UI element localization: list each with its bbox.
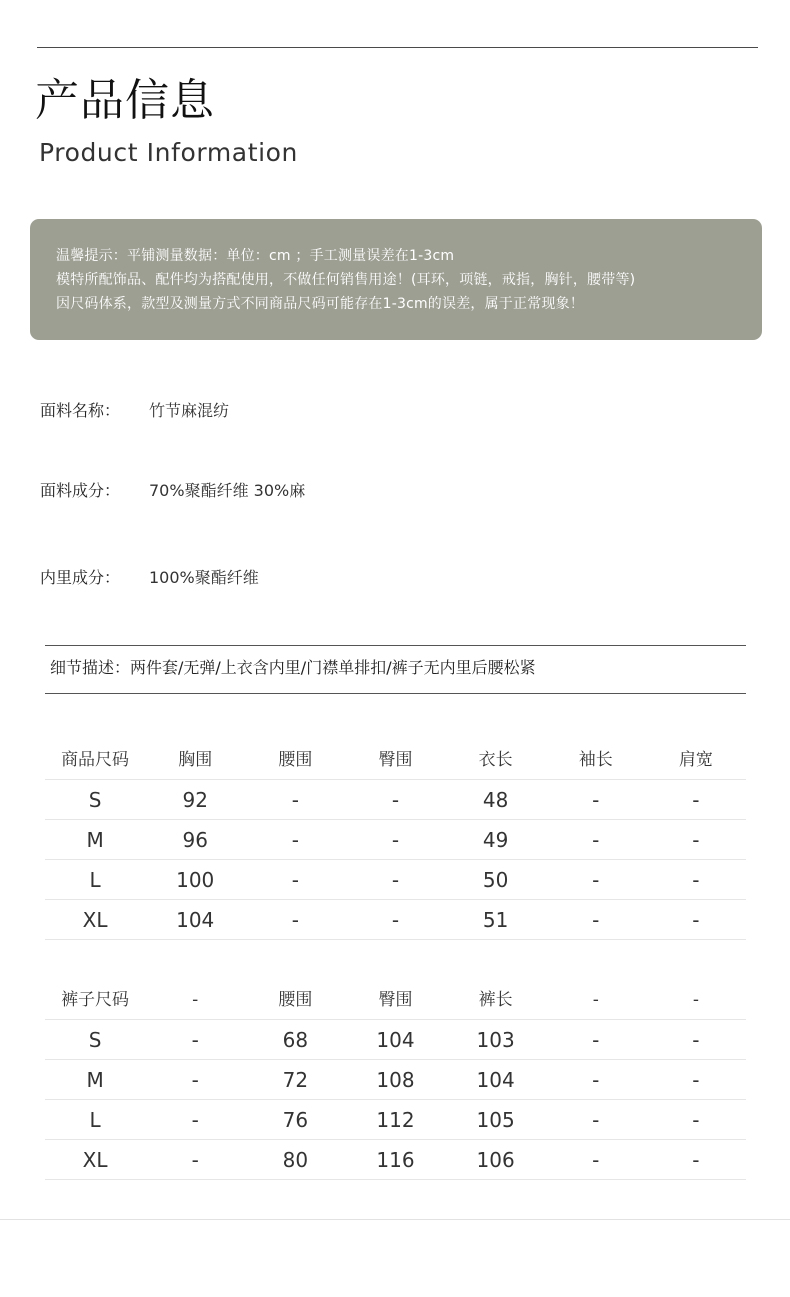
table-row	[45, 860, 746, 900]
table-cell: -	[391, 868, 400, 892]
table-cell: S	[88, 1028, 102, 1052]
table-cell: -	[191, 1028, 199, 1052]
table-row	[45, 1140, 746, 1180]
table-cell: M	[86, 828, 104, 852]
header-cell: 胸围	[178, 750, 213, 770]
table-row	[45, 1100, 746, 1140]
table-cell: -	[291, 788, 299, 812]
table-cell: -	[291, 868, 299, 892]
spec-value: 竹节麻混纺	[149, 401, 230, 420]
table-cell: -	[391, 788, 400, 812]
top-divider	[37, 47, 758, 48]
table-cell: -	[592, 1148, 600, 1172]
spec-lining-composition	[40, 567, 259, 589]
header-cell: 衣长	[478, 750, 513, 770]
table-cell: -	[692, 1108, 700, 1132]
bottom-divider	[0, 1219, 790, 1220]
table-cell: 50	[482, 868, 509, 892]
table-cell: 104	[176, 908, 215, 932]
table-row	[45, 900, 746, 940]
table-cell: 104	[376, 1028, 415, 1052]
pants-size-table	[45, 980, 746, 1180]
table-cell: -	[692, 1028, 700, 1052]
table-cell: 48	[482, 788, 509, 812]
table-cell: XL	[82, 1148, 108, 1172]
table-cell: 51	[482, 908, 509, 932]
table-cell: -	[692, 1148, 700, 1172]
table-cell: -	[191, 1068, 199, 1092]
notice-line: 温馨提示：平铺测量数据：单位：cm ；手工测量误差在1-3cm	[56, 248, 455, 264]
table-cell: 106	[476, 1148, 515, 1172]
spec-label: 内里成分：	[40, 568, 121, 587]
header-cell: 臀围	[378, 990, 413, 1010]
table-cell: -	[592, 1108, 600, 1132]
page-subtitle: Product Information	[39, 138, 298, 167]
spec-value: 100%聚酯纤维	[149, 568, 259, 587]
header-cell: 裤长	[478, 990, 513, 1010]
table-cell: 105	[476, 1108, 515, 1132]
spec-value: 70%聚酯纤维 30%麻	[149, 481, 306, 500]
table-header-row	[45, 740, 746, 780]
spec-label: 面料成分：	[40, 481, 121, 500]
top-size-table	[45, 740, 746, 940]
table-row	[45, 820, 746, 860]
table-cell: -	[692, 908, 700, 932]
table-cell: -	[291, 828, 299, 852]
table-cell: -	[592, 908, 600, 932]
table-cell: -	[592, 788, 600, 812]
detail-divider-top	[45, 645, 746, 646]
table-cell: -	[291, 908, 299, 932]
table-cell: -	[692, 868, 700, 892]
table-cell: L	[89, 868, 101, 892]
detail-divider-bottom	[45, 693, 746, 694]
table-cell: 68	[282, 1028, 309, 1052]
header-cell: 臀围	[378, 750, 413, 770]
table-cell: 103	[476, 1028, 515, 1052]
table-cell: -	[692, 828, 700, 852]
detail-value: 两件套/无弹/上衣含内里/门襟单排扣/裤子无内里后腰松紧	[130, 658, 536, 677]
table-cell: 49	[482, 828, 509, 852]
table-cell: -	[592, 1028, 600, 1052]
table-header-row	[45, 980, 746, 1020]
table-cell: -	[391, 828, 400, 852]
header-cell: 袖长	[578, 750, 613, 770]
table-cell: 92	[182, 788, 208, 812]
table-cell: 100	[176, 868, 215, 892]
table-row	[45, 1060, 746, 1100]
table-row	[45, 1020, 746, 1060]
table-cell: -	[592, 1068, 600, 1092]
table-cell: 116	[376, 1148, 415, 1172]
table-cell: 96	[182, 828, 208, 852]
header-cell: -	[192, 990, 199, 1010]
table-cell: -	[692, 788, 700, 812]
spec-fabric-name	[40, 400, 229, 422]
detail-description	[50, 657, 536, 679]
table-cell: -	[191, 1148, 199, 1172]
header-cell: 肩宽	[678, 750, 713, 770]
table-cell: -	[692, 1068, 700, 1092]
table-cell: 112	[376, 1108, 415, 1132]
detail-label: 细节描述：	[50, 658, 131, 677]
table-cell: S	[88, 788, 102, 812]
table-row	[45, 780, 746, 820]
table-cell: 76	[282, 1108, 309, 1132]
table-cell: XL	[82, 908, 108, 932]
spec-fabric-composition	[40, 480, 305, 502]
header-cell: 裤子尺码	[61, 990, 130, 1010]
notice-line: 模特所配饰品、配件均为搭配使用，不做任何销售用途！(耳环，项链，戒指，胸针，腰带等)	[56, 272, 636, 288]
table-cell: M	[86, 1068, 104, 1092]
table-cell: 72	[282, 1068, 309, 1092]
notice-box	[30, 219, 762, 340]
table-cell: -	[191, 1108, 199, 1132]
header-cell: -	[592, 990, 599, 1010]
table-cell: 108	[376, 1068, 415, 1092]
header-cell: 腰围	[278, 990, 313, 1010]
header-cell: -	[692, 990, 699, 1010]
header-cell: 商品尺码	[61, 750, 130, 770]
table-cell: -	[391, 908, 400, 932]
page-title: 产品信息	[35, 75, 215, 126]
header-cell: 腰围	[278, 750, 313, 770]
table-cell: -	[592, 868, 600, 892]
table-cell: 80	[282, 1148, 309, 1172]
table-cell: L	[89, 1108, 101, 1132]
spec-label: 面料名称：	[40, 401, 121, 420]
table-cell: 104	[476, 1068, 515, 1092]
notice-line: 因尺码体系，款型及测量方式不同商品尺码可能存在1-3cm的误差，属于正常现象！	[56, 296, 584, 312]
table-cell: -	[592, 828, 600, 852]
